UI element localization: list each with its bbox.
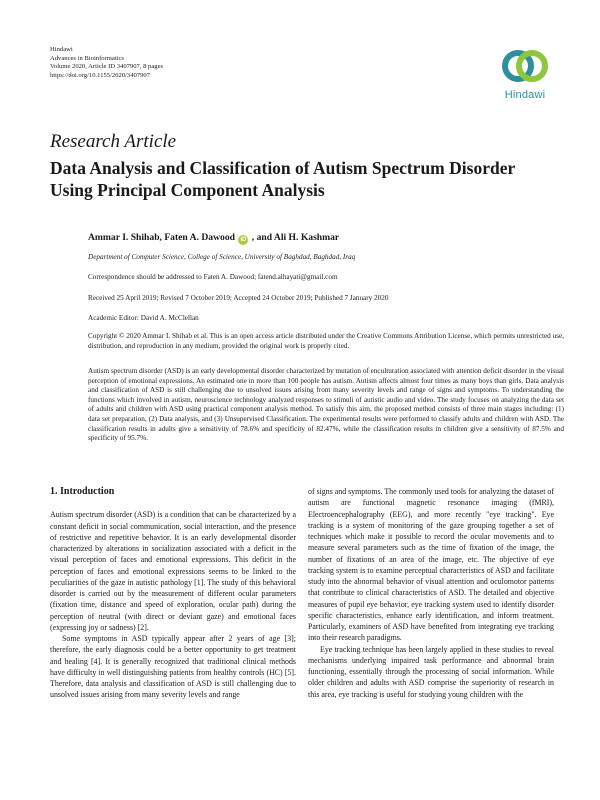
hindawi-logo-icon (494, 44, 556, 90)
paragraph: Eye tracking technique has been largely applied in these studies to reveal mechanisms underlying impaired task performance and abnormal brain functioning, essentially through the processing of social information. While older children and adults with ASD comprise the superiority of research in this area, eye tracking is useful for studying young children with the (308, 644, 554, 699)
journal-publisher: Hindawi (50, 46, 73, 53)
journal-volume: Volume 2020, Article ID 3407907, 8 pages (50, 63, 164, 71)
copyright-notice: Copyright © 2020 Ammar I. Shihab et al. This is an open access article distributed under the Creative Commons Attribution License, which permits unrestricted use, distribution, and reproduction in any medium, provided the original work is properly cited. (88, 332, 564, 350)
authors-part-1: Ammar I. Shihab, Faten A. Dawood (88, 232, 235, 243)
authors-part-2: , and Ali H. Kashmar (251, 232, 340, 243)
paragraph: Autism spectrum disorder (ASD) is a condition that can be characterized by a constant deficit in social communication, social interaction, and the presence of restrictive and repetitive behavior. It is an early developmental disorder characterized by alterations in socialization associated with a deficit in the visual perception of faces and emotional expressions. This deficit in the perception of faces and emotional expressions seems to be linked to the peculiarities of the gaze in autistic pathology [1]. The study of this behavioral disorder is carried out by the measurement of different ocular parameters (fixation time, distance and speed of exploration, ocular path) during the perception of neutral (with direct or deviant gaze) and emotional faces (expressing joy or sadness) [2]. (50, 510, 296, 632)
right-column (308, 486, 554, 700)
orcid-icon[interactable]: iD (240, 237, 247, 243)
left-column (50, 486, 296, 701)
journal-doi-link[interactable]: https://doi.org/10.1155/2020/3407907 (50, 71, 151, 79)
section-heading: 1. Introduction (50, 486, 115, 497)
paragraph: of signs and symptoms. The commonly used tools for analyzing the dataset of autism are functional magnetic resonance imaging (fMRI), Electroencephalography (EEG), and more recently "eye tracking". Eye tracking is a system of monitoring of the gaze grouping together a set of techniques which make it possible to record the ocular movements and to measure several parameters such as the time of fixation of the image, the number of fixations of an area of the image, etc. The objective of eye tracking system is to examine perceptual characteristics of ASD and facilitate study into the abnormal behavior of visual attention and oculomotor patterns that contribute to clinical characteristics of ASD. The detailed and objective measures of pupil eye behavior, eye tracking system used to identify disorder specific characteristics, enhance early identification, and inform treatment. Particularly, examiners of ASD have benefited from integrating eye tracking into their research paradigms. (308, 487, 554, 643)
journal-info (50, 46, 290, 80)
article-type: Research Article (50, 131, 177, 152)
correspondence: Correspondence should be addressed to Faten A. Dawood; fatend.alhayati@gmail.com (88, 273, 338, 281)
academic-editor: Academic Editor: David A. McClellan (88, 314, 199, 322)
affiliation: Department of Computer Science, College of Science, University of Baghdad, Baghdad, Iraq (88, 253, 356, 261)
abstract: Autism spectrum disorder (ASD) is an early developmental disorder characterized by mutation of enculturation associated with attention deficit disorder in the visual perception of emotional expressions. An estimated one in more than 100 people has autism. Autism affects almost four times as many boys than girls. Data analysis and classification of ASD is still challenging due to unsolved issues arising from many severity levels and range of signs and symptoms. To understanding the functions which involved in autism, neuroscience technology analyzed responses to stimuli of autistic audio and video. The study focuses on analyzing the data set of adults and children with ASD using practical component analysis method. To satisfy this aim, the proposed method consists of three main stages including: (1) data set preparation, (2) Data analysis, and (3) Unsupervised Classification. The experimental results were performed to classify adults and children with ASD. The classification results in adults give a sensitivity of 78.6% and specificity of 82.47%, while the classification results in children give a sensitivity of 87.5% and specificity of 95.7%. (88, 367, 564, 443)
paragraph: Some symptoms in ASD typically appear after 2 years of age [3]; therefore, the early diagnosis could be a better opportunity to get treatment and healing [4]. It is generally recognized that traditional clinical methods have difficulty in well distinguishing patients from healthy controls (HC) [5]. Therefore, data analysis and classification of ASD is still challenging due to unsolved issues arising from many severity levels and range (50, 634, 296, 700)
author-list (88, 232, 339, 245)
journal-name: Advances in Bioinformatics (50, 54, 124, 62)
article-title: Data Analysis and Classification of Autism Spectrum Disorder Using Principal Component Analysis (50, 158, 515, 200)
publication-dates: Received 25 April 2019; Revised 7 October 2019; Accepted 24 October 2019; Published 7 January 2020 (88, 294, 389, 302)
logo-text: Hindawi (504, 89, 546, 101)
hindawi-logo (494, 44, 556, 106)
